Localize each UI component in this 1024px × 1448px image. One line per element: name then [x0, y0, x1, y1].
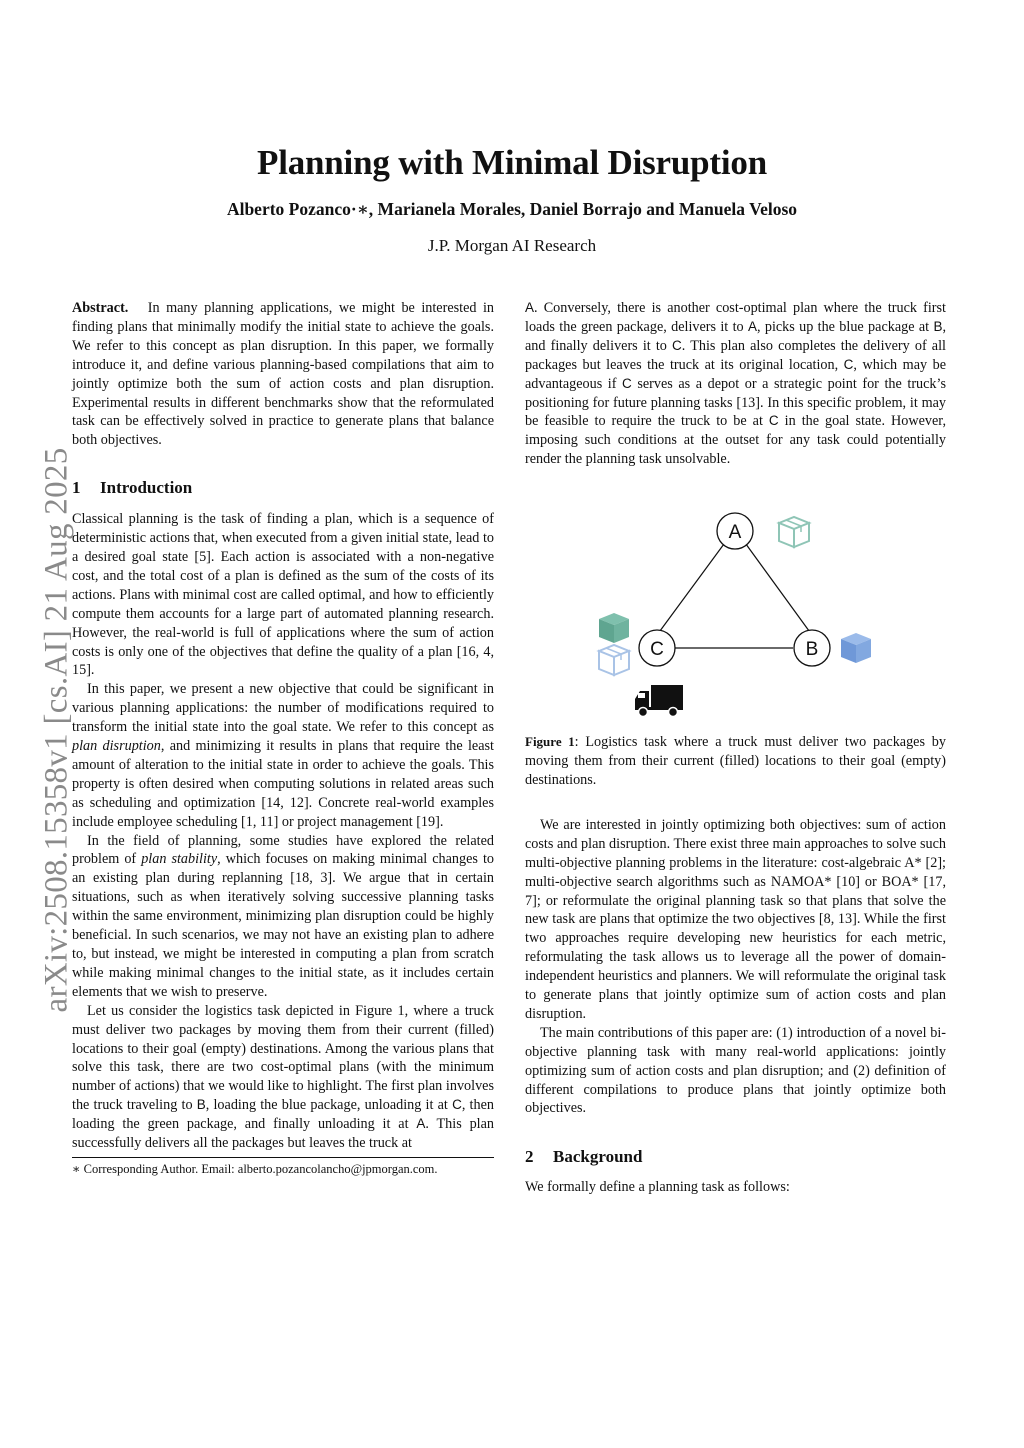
paragraph [72, 1002, 494, 1153]
text-run: In the field of planning, some studies have explored the related problem of [72, 832, 494, 868]
author-list: Alberto Pozanco·∗, Marianela Morales, Daniel Borrajo and Manuela Veloso [226, 199, 798, 219]
paragraph: We formally define a planning task as follows: [525, 1179, 790, 1196]
location-symbol: C [452, 1097, 462, 1113]
truck-icon [635, 685, 683, 717]
text-run: . This plan also completes the delivery of all packages but leaves the truck at its original location, [525, 337, 946, 373]
text-run: , picks up the blue package at [756, 318, 934, 335]
location-symbol: A [525, 300, 535, 315]
paragraph: We are interested in jointly optimizing both objectives: sum of action costs and plan disruption. There exist three main approaches to solve such multi-objective planning problems in the literature: cost-algebraic A* [2]; multi-objective search algorithms such as NAMOA* [10] or BOA* [17, 7]; or reformulate the original planning task so that plans that solve the new task are plans that optimize the two objectives [8, 13]. While the first two approaches require developing new heuristics for each metric, reformulating the task allows us to leverage all the power of domain-independent heuristics and planners. We will reformulate the original task to generate plans that jointly optimize sum of action costs and plan disruption. [525, 816, 946, 1022]
node-c-label: C [650, 639, 664, 661]
caption-label: Figure 1 [525, 734, 575, 750]
package-blue-goal-icon [599, 645, 629, 675]
node-b-label: B [805, 639, 819, 661]
section-number: 1 [72, 478, 81, 498]
arxiv-identifier-stamp: arXiv:2508.15358v1 [cs.AI] 21 Aug 2025 [38, 447, 75, 1013]
location-symbol: C [768, 413, 779, 429]
emphasis-term: plan stability [141, 851, 218, 868]
text-run: . Conversely, there is another cost-optimal plan where the truck first loads the green package, delivers it to [525, 300, 946, 335]
package-blue-current-icon [841, 633, 871, 663]
paragraph-continued [525, 299, 946, 469]
location-symbol: C [672, 337, 682, 353]
section-title: Background [553, 1147, 643, 1167]
figure-1-logistics-diagram [525, 493, 946, 733]
left-column [72, 299, 494, 1177]
node-b [794, 630, 830, 666]
location-symbol: C [622, 375, 632, 391]
logistics-diagram-svg [525, 493, 946, 733]
caption-text: : Logistics task where a truck must deliver two packages by moving them from their current (filled) locations to their goal (empty) destinations. [525, 734, 946, 788]
affiliation: J.P. Morgan AI Research [427, 236, 597, 255]
location-symbol: B [196, 1097, 206, 1113]
footnote: ∗ Corresponding Author. Email: alberto.pozancolancho@jpmorgan.com. [72, 1161, 438, 1176]
text-run: In this paper, we present a new objective that could be significant in various planning applications: the number of modifications required to transform the initial state into the goal state. We refer to this concept as [72, 681, 494, 736]
location-symbol: B [933, 318, 943, 334]
location-symbol: A [416, 1116, 426, 1132]
section-heading-introduction [72, 479, 494, 498]
paper-title: Planning with Minimal Disruption [257, 143, 767, 182]
paragraph [72, 680, 494, 831]
right-column [525, 299, 946, 1197]
abstract-label: Abstract. [72, 300, 129, 316]
figure-1-caption [525, 733, 946, 790]
package-green-current-icon [599, 613, 629, 643]
abstract [72, 299, 494, 450]
emphasis-term: plan disruption [72, 738, 161, 755]
location-symbol: C [843, 356, 854, 372]
paragraph: The main contributions of this paper are: (1) introduction of a novel bi-objective planning task with many real-world applications: jointly optimizing sum of action costs and plan disruption; and (2) definition of different compilations to produce plans that jointly optimize both objectives. [525, 1024, 946, 1117]
node-a [717, 513, 753, 549]
text-run: in the goal state. However, imposing such conditions at the outset for any task could potentially render the planning task unsolvable. [525, 413, 946, 468]
text-run: , and finally delivers it to [525, 318, 946, 354]
section-heading-background [525, 1148, 946, 1167]
text-run: Let us consider the logistics task depicted in Figure 1, where a truck must deliver two packages by moving them from their current (filled) locations to their goal (empty) destinations. Among the various plans that solve this task, there are two cost-optimal plans (with the minimum number of actions) that we would like to highlight. The first plan involves the truck traveling to [72, 1002, 494, 1114]
text-run: , loading the blue package, unloading it at [205, 1097, 453, 1114]
text-run: serves as a depot or a strategic point for the truck’s positioning for future planning tasks [13]. In this specific problem, it may be feasible to require the truck to be at [525, 375, 946, 430]
paragraph [72, 832, 494, 1002]
paragraph: Classical planning is the task of finding a plan, which is a sequence of deterministic actions that, when executed from a given initial state, lead to a desired goal state [5]. Each action is associated with a non-negative cost, and the total cost of a plan is defined as the sum of the costs of its actions. Plans with minimal cost are called optimal, and how to efficiently compute them accounts for a large part of automated planning research. However, the real-world is full of applications where the sum of action costs is only one of the objectives that define the quality of a plan [16, 4, 15]. [72, 511, 494, 679]
text-run: . This plan successfully delivers all the packages but leaves the truck at [72, 1116, 494, 1152]
text-run: , and minimizing it results in plans that require the least amount of alteration to the initial state in order to achieve the goals. This property is often desired when computing solutions in related areas such as scheduling and optimization [14, 12]. Concrete real-world examples include employee scheduling [1, 11] or project management [19]. [72, 738, 494, 830]
section-title: Introduction [100, 478, 193, 498]
location-symbol: A [747, 318, 757, 334]
abstract-text: In many planning applications, we might be interested in finding plans that minimally modify the initial state to achieve the goals. We refer to this concept as plan disruption. In this paper, we formally introduce it, and define various planning-based compilations that aim to jointly optimize both the sum of action costs and plan disruption. Experimental results in different benchmarks show that the reformulated task can be effectively solved in practice to generate plans that balance both objectives. [72, 300, 494, 449]
node-a-label: A [728, 522, 742, 544]
text-run: , then loading the green package, and finally unloading it at [72, 1097, 494, 1133]
footnote-rule [72, 1157, 494, 1158]
text-run: , which may be advantageous if [525, 356, 946, 392]
section-number: 2 [525, 1147, 534, 1167]
text-run: , which focuses on making minimal changes to an existing plan during replanning [18, 3]. We argue that in certain situations, such as when iteratively solving successive planning tasks within the same environment, minimizing plan disruption could be highly beneficial. In such scenarios, we may not have an existing plan to adhere to, but instead, we might be interested in computing a plan from scratch while making minimal changes to the initial state, as it includes certain elements that we wish to preserve. [72, 851, 494, 1000]
node-c [639, 630, 675, 666]
package-green-goal-icon [779, 517, 809, 547]
